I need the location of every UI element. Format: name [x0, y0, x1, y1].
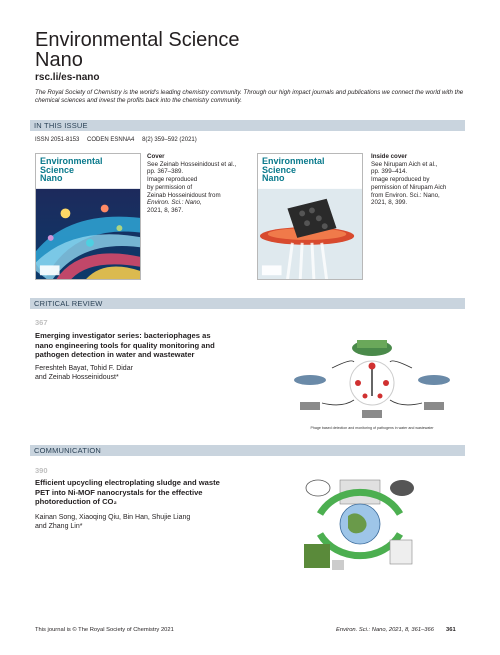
section-band-communication: COMMUNICATION — [30, 445, 465, 456]
article-authors: Fereshteh Bayat, Tohid F. Didar and Zeinab Hosseinidoust* — [35, 365, 133, 381]
cover-artwork-membrane — [258, 188, 362, 280]
footer-page-number: 361 — [446, 627, 456, 633]
cover-artwork-waterslide — [36, 188, 140, 280]
journal-intro: The Royal Society of Chemistry is the world's leading chemistry community. Through our high impact journals and publications we connect the world with the chemical sciences and invest the profits back into the chemistry community. — [35, 89, 464, 104]
issn: ISSN 2051-8153 — [35, 137, 80, 143]
cover-caption-1: Cover See Zeinab Hosseinidoust et al., pp. 367–389. Image reproduced by permission of Zeinab Hosseinidoust from Environ. Sci.: Nano, 2021, 8, 367. — [147, 153, 237, 214]
journal-url[interactable]: rsc.li/es-nano — [35, 72, 100, 83]
journal-title-line1: Environmental Science — [35, 29, 240, 51]
figure-caption: Phage based detection and monitoring of pathogens in water and wastewater — [310, 426, 434, 430]
cover-image-1[interactable] — [35, 153, 141, 280]
issue-info — [35, 137, 203, 143]
article-page-number: 367 — [35, 318, 48, 327]
cover-image-2[interactable] — [257, 153, 363, 280]
section-band-in-this-issue: IN THIS ISSUE — [30, 120, 465, 131]
journal-title-line2: Nano — [35, 49, 83, 71]
cover-masthead: Environmental Science Nano — [36, 154, 140, 186]
graphical-abstract-phage-detection — [292, 328, 452, 432]
cover-masthead: Environmental Science Nano — [258, 154, 362, 186]
coden: CODEN ESNNA4 — [87, 137, 135, 143]
volume-info: 8(2) 359–592 (2021) — [142, 137, 197, 143]
footer-copyright: This journal is © The Royal Society of Chemistry 2021 — [35, 627, 174, 633]
section-band-critical-review: CRITICAL REVIEW — [30, 298, 465, 309]
article-authors: Kainan Song, Xiaoqing Qiu, Bin Han, Shujie Liang and Zhang Lin* — [35, 514, 191, 530]
graphical-abstract-ni-mof — [300, 474, 420, 576]
journal-title — [35, 30, 240, 70]
article-title[interactable]: Efficient upcycling electroplating sludge and waste PET into Ni-MOF nanocrystals for the effective photoreduction of CO₂ — [35, 478, 220, 507]
article-page-number: 390 — [35, 466, 48, 475]
footer-citation: Environ. Sci.: Nano, 2021, 8, 361–366 — [336, 627, 434, 633]
article-title[interactable]: Emerging investigator series: bacteriophages as nano engineering tools for quality monitoring and pathogen detection in water and wastewater — [35, 331, 215, 360]
cover-caption-2: Inside cover See Nirupam Aich et al., pp. 399–414. Image reproduced by permission of Nirupam Aich from Environ. Sci.: Nano, 2021, 8, 399. — [371, 153, 447, 207]
